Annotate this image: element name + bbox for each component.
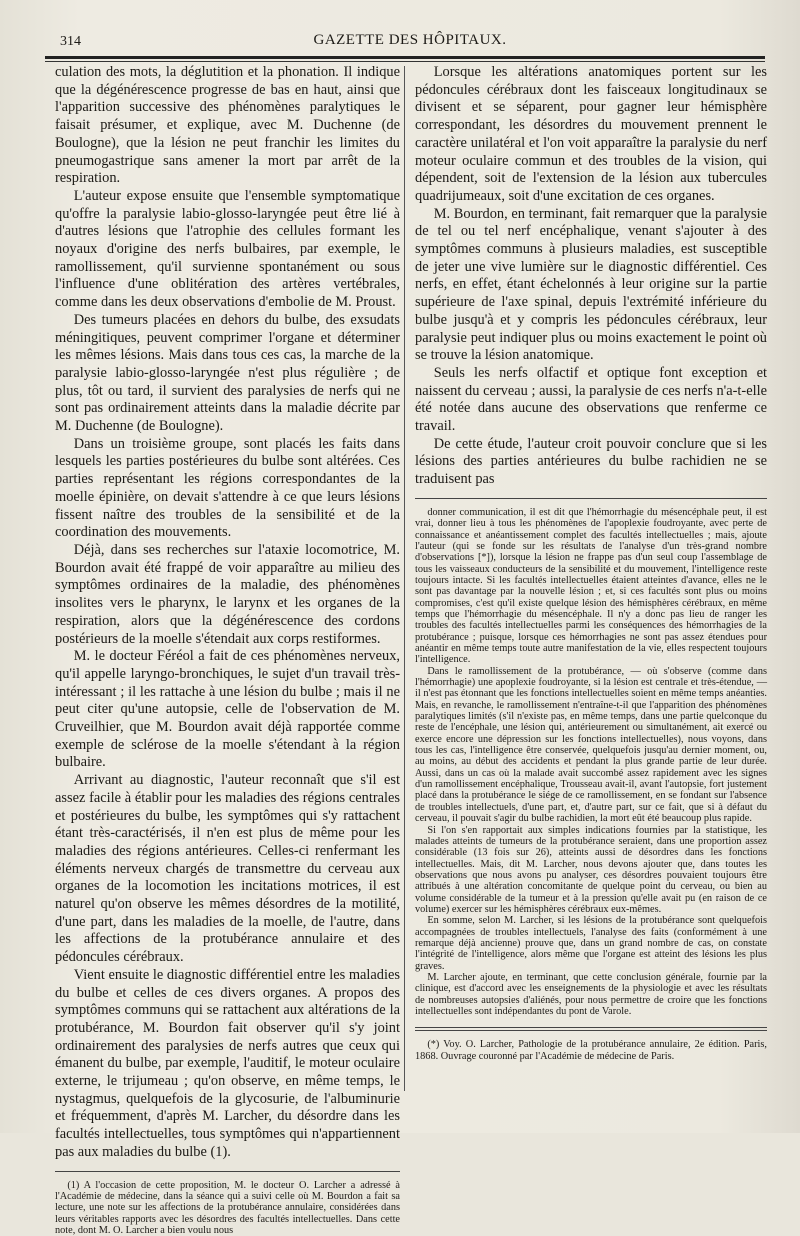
body-paragraph: M. Bourdon, en terminant, fait remarquer que la paralysie de tel ou tel nerf encéphalique, venant s'ajouter à des symptômes communs à plusieurs maladies, est susceptible de jeter une vive lumière sur le diagnostic différentiel. Ces nerfs, en effet, étant échelonnés à leur origine sur la partie supérieure de l'axe spinal, depuis l'extrémité inférieure du bulbe jusqu'à et y compris les pédoncules cérébraux, leur paralysie peut indiquer plus ou moins exactement le point où se trouve la lésion anatomique. bbox=[415, 205, 767, 364]
column-divider bbox=[404, 66, 405, 1091]
footnote-separator bbox=[415, 1027, 767, 1028]
page-header bbox=[40, 30, 780, 54]
footnote: (1) A l'occasion de cette proposition, M. le docteur O. Larcher a adressé à l'Académie de médecine, dans la séance qui a suivi celle où M. Bourdon a fait sa lecture, une note sur les affections de la protubérance annulaire, considérées dans leurs véritables rapports avec les désordres des facultés intellectuelles. Dans cette note, dont M. O. Larcher a bien voulu nous bbox=[55, 1179, 400, 1236]
body-paragraph: Arrivant au diagnostic, l'auteur reconnaît que s'il est assez facile à établir pour les maladies des régions centrales et postérieures du bulbe, les symptômes qui s'y rattachent étant très-caractérisés, il n'en est plus de même pour les maladies des régions antérieures. Celles-ci renfermant les éléments nerveux chargés de transmettre du cerveau aux organes de la locomotion les incitations motrices, il est naturel qu'on observe les mêmes désordres de la motilité, d'une part, dans les maladies de la moelle, de l'autre, dans les affections de la protubérance annulaire et des pédoncules cérébraux. bbox=[55, 772, 400, 966]
footnote-block bbox=[415, 1039, 767, 1062]
body-paragraph: L'auteur expose ensuite que l'ensemble symptomatique qu'offre la paralysie labio-glosso-laryngée peut être lié à d'autres lésions que l'atrophie des cellules formant les noyaux d'origine des nerfs bulbaires, par exemple, le ramollissement, qu'il survienne spontanément ou sous l'influence d'une oblitération des artères vertébrales, comme dans les deux observations d'embolie de M. Proust. bbox=[55, 187, 400, 311]
body-paragraph: Vient ensuite le diagnostic différentiel entre les maladies du bulbe et celles de ces divers organes. A propos des symptômes communs qui se rattachent aux altérations de la protubérance, M. Bourdon fait observer qu'il s'y joint ordinairement des paralysies de nerfs autres que ceux qui émanent du bulbe, par exemple, l'auditif, le moteur oculaire externe, le trijumeau ; qu'on observe, en même temps, le nystagmus, quelquefois de la glycosurie, de l'albuminurie et fréquemment, d'après M. Larcher, du désordre dans les facultés intellectuelles, tous symptômes qui n'appartiennent pas aux maladies du bulbe (1). bbox=[55, 966, 400, 1160]
footnote-separator bbox=[55, 1171, 400, 1172]
page-number: 314 bbox=[60, 34, 81, 49]
footnote-separator-2 bbox=[415, 1030, 767, 1031]
note-separator bbox=[415, 498, 767, 499]
footnote-block bbox=[55, 1180, 400, 1236]
note-paragraph: Si l'on s'en rapportait aux simples indications fournies par la statistique, les malades atteints de tumeurs de la protubérance seraient, dans une proportion assez considérable (13 fois sur 26), atteints aussi de désordres dans les fonctions intellectuelles. Mais, dit M. Larcher, nous devons ajouter que, dans toutes les observations que nous avons pu analyser, ces désordres pouvaient toujours être attribués à une altération concomitante de quelque point du cerveau, ou bien au volume considérable de la tumeur et à la pression qu'elle avait pu (en raison de ce volume) exercer sur les hémisphères cérébraux eux-mêmes. bbox=[415, 824, 767, 915]
body-paragraph: Dans un troisième groupe, sont placés les faits dans lesquels les parties postérieures du bulbe sont altérées. Ces parties représentant les régions correspondantes de la moelle épinière, on devait s'attendre à ce que leurs lésions fissent naître des troubles de la sensibilité et de la coordination des mouvements. bbox=[55, 435, 400, 541]
body-paragraph: M. le docteur Féréol a fait de ces phénomènes nerveux, qu'il appelle laryngo-bronchiques, le sujet d'un travail très-intéressant ; il les rattache à une lésion du bulbe ; mais il ne peut citer qu'une autopsie, celle de l'observation de M. Cruveilhier, que M. Bourdon avait déjà rapportée comme exemple de sclérose de la moelle s'étendant à la région bulbaire. bbox=[55, 648, 400, 771]
note-paragraph: donner communication, il est dit que l'hémorrhagie du mésencéphale peut, il est vrai, donner lieu à tous les phénomènes de l'apoplexie foudroyante, avec perte de connaissance et anéantissement complet des facultés intellectuelles ; mais, ajoute l'auteur (qui se fonde sur les résultats de l'analyse d'un très-grand nombre d'observations [*]), lorsque la lésion ne frappe pas d'un seul coup l'assemblage de tous les vaisseaux conducteurs de la sensibilité et du mouvement, l'intelligence reste toujours intacte. Si les facultés intellectuelles étaient atteintes d'avance, elles ne le sont pas davantage par la nouvelle lésion ; et, si ces facultés sont plus ou moins compromises, c'est qu'il existe quelque lésion des hémisphères cérébraux, en même temps que l'hémorrhagie du mésencéphale. Il n'y a donc pas lieu de ranger les troubles des facultés intellectuelles parmi les conséquences des hémorrhagies de la protubérance ; puisque, lorsque ces hémorrhagies ne sont pas assez étendues pour anéantir en même temps toute autre manifestation de la vie, elles respectent toujours l'intelligence. bbox=[415, 506, 767, 666]
header-rule-thick bbox=[45, 56, 765, 59]
header-rule-thin bbox=[45, 61, 765, 62]
body-paragraph: De cette étude, l'auteur croit pouvoir conclure que si les lésions des parties antérieures du bulbe rachidien ne se traduisent pas bbox=[415, 435, 767, 488]
running-title: GAZETTE DES HÔPITAUX. bbox=[313, 32, 507, 48]
body-paragraph: Des tumeurs placées en dehors du bulbe, des exsudats méningitiques, peuvent comprimer l'organe et déterminer les mêmes lésions. Mais dans tous ces cas, la marche de la paralysie labio-glosso-laryngée n'est plus régulière ; de plus, tôt ou tard, il survient des paralysies de nerfs qui ne sont pas ordinairement atteints dans la maladie décrite par M. Duchenne (de Boulogne). bbox=[55, 311, 400, 435]
left-column bbox=[55, 64, 400, 1236]
note-paragraph: M. Larcher ajoute, en terminant, que cette conclusion générale, fournie par la clinique, est d'accord avec les enseignements de la physiologie et avec les résultats de nombreuses autopsies d'aliénés, pour nous permettre de croire que les fonctions intellectuelles sont indépendantes du pont de Varole. bbox=[415, 971, 767, 1017]
note-paragraph: En somme, selon M. Larcher, si les lésions de la protubérance sont quelquefois accompagnées de troubles intellectuels, l'analyse des faits (conformément à une remarque déjà ancienne) prouve que, dans un grand nombre de cas, on constate l'intégrité de l'intelligence, alors même que l'organe est atteint des lésions les plus graves. bbox=[415, 915, 767, 972]
footnote: (*) Voy. O. Larcher, Pathologie de la protubérance annulaire, 2e édition. Paris, 1868. Ouvrage couronné par l'Académie de médecine de Paris. bbox=[415, 1039, 767, 1062]
note-paragraph: Dans le ramollissement de la protubérance, — où s'observe (comme dans l'hémorrhagie) une apoplexie foudroyante, si la lésion est centrale et très-étendue, — il n'est pas étonnant que les fonctions intellectuelles soient en même temps anéanties. Mais, en revanche, le ramollissement n'entraîne-t-il que l'apparition des phénomènes paralytiques limités (s'il n'existe pas, en même temps, dans une partie quelconque du reste de l'encéphale, une lésion qui, antérieurement ou simultanément, ait exercé ou exerce encore une dépression sur les fonctions intellectuelles), nous voyons, dans tous les cas, l'intelligence être conservée, quelquefois jusqu'au dernier moment, ou, au moins, au début des accidents et pendant la plus grande partie de leur durée. Aussi, dans un cas où la malade avait succombé assez rapidement avec les signes d'un ramollissement encéphalique, Trousseau avait-il, avant l'autopsie, fort justement placé dans la protubérance le siége de ce ramollissement, en se fondant sur l'absence de troubles intellectuels, d'une part, et, d'autre part, sur ce fait, que si à défaut du cerveau, il pouvait s'agir du bulbe rachidien, la mort eût été beaucoup plus rapide. bbox=[415, 665, 767, 825]
body-paragraph: Déjà, dans ses recherches sur l'ataxie locomotrice, M. Bourdon avait été frappé de voir apparaître au milieu des symptômes ordinaires de la maladie, des phénomènes insolites vers le pharynx, le larynx et les organes de la respiration, alors que la dégénérescence des cordons postérieurs de la moelle s'étendait aux corps restiformes. bbox=[55, 541, 400, 647]
body-paragraph: Lorsque les altérations anatomiques portent sur les pédoncules cérébraux dont les faisceaux longitudinaux se divisent et se séparent, pour gagner leur hémisphère correspondant, les désordres du mouvement prennent le caractère unilatéral et l'on voit apparaître la paralysie du nerf moteur oculaire commun et des troubles de la vision, qui dépendent, soit de l'extension de la lésion aux tubercules quadrijumeaux, soit d'une excitation de ces organes. bbox=[415, 64, 767, 204]
right-column bbox=[415, 64, 767, 1062]
body-paragraph: culation des mots, la déglutition et la phonation. Il indique que la dégénérescence progresse de bas en haut, ainsi que l'apparition successive des phénomènes paralytiques le faisait présumer, et explique, avec M. Duchenne (de Boulogne), que la lésion ne peut franchir les limites du pneumogastrique sans amener la mort par arrêt de la respiration. bbox=[55, 64, 400, 187]
note-continuation bbox=[415, 507, 767, 1017]
body-paragraph: Seuls les nerfs olfactif et optique font exception et naissent du cerveau ; aussi, la paralysie de ces nerfs n'a-t-elle été notée dans aucune des observations que renferme ce travail. bbox=[415, 364, 767, 435]
